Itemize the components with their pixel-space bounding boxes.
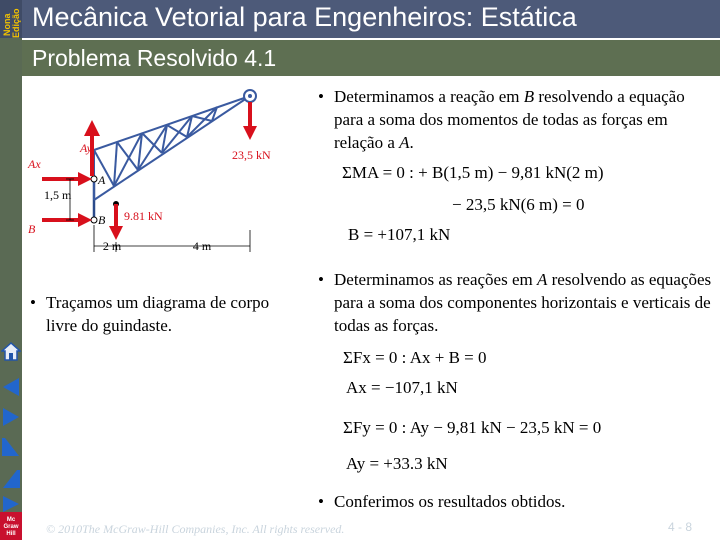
label-dim-vertical: 1,5 m [44,188,72,202]
page-number: 4 - 8 [668,520,693,534]
publisher-logo [0,512,22,540]
page-title: Mecânica Vetorial para Engenheiros: Estática [32,2,577,32]
label-dim-4m: 4 m [192,239,212,253]
equation-B-result: B = +107,1 kN [348,225,451,244]
crane-truss [94,96,250,200]
last-page-icon[interactable] [1,468,21,490]
bullet-moments: • Determinamos a reação em B resolvendo a equação para a soma dos momentos de todas as forças em relação a A. [318,85,708,154]
home-icon[interactable] [1,340,21,362]
svg-text:Mc: Mc [6,517,16,523]
slide-subtitle: Problema Resolvido 4.1 [32,45,277,71]
bullet-check: • Conferimos os resultados obtidos. [318,490,713,513]
equation-Ay-result: Ay = +33.3 kN [346,454,448,473]
crane-free-body-diagram [22,80,312,260]
bullet-components-text: Determinamos as reações em A resolvendo as equações para a soma dos componentes horizontais e verticais de todas as forças. [334,270,712,335]
edition-badge [0,0,22,38]
equation-fx-sum: ΣFx = 0 : Ax + B = 0 [343,348,487,367]
equation-moment-sum-cont: − 23,5 kN(6 m) = 0 [452,195,585,214]
label-load: 23,5 kN [232,148,271,162]
label-weight: 9.81 kN [124,209,163,223]
equation-fy-sum: ΣFy = 0 : Ay − 9,81 kN − 23,5 kN = 0 [343,418,602,437]
label-B-force: B [28,222,36,236]
edition-line-1: Nona [2,13,12,36]
copyright-footer: © 2010The McGraw-Hill Companies, Inc. All rights reserved. [46,522,345,536]
label-B: B [98,213,106,227]
bullet-check-text: Conferimos os resultados obtidos. [334,492,566,511]
label-A: A [98,173,106,187]
bullet-moments-text: Determinamos a reação em B resolvendo a equação para a soma dos momentos de todas as forças em relação a A. [334,87,685,152]
first-page-icon[interactable] [1,376,21,398]
label-Ay: Ay [80,141,92,155]
equation-Ax-result: Ax = −107,1 kN [346,378,458,397]
bullet-components: • Determinamos as reações em A resolvendo as equações para a soma dos componentes horizontais e verticais de todas as forças. [318,270,712,335]
svg-text:Graw: Graw [3,524,19,530]
label-Ax: Ax [28,157,41,171]
left-bullet: • Traçamos um diagrama de corpo livre do guindaste. [30,291,280,337]
edition-line-2: Edição [11,8,21,38]
equation-moment-sum: ΣMA = 0 : + B(1,5 m) − 9,81 kN(2 m) [342,163,604,182]
left-bullet-text: Traçamos um diagrama de corpo livre do guindaste. [46,293,270,335]
svg-text:Hill: Hill [6,531,16,537]
label-dim-2m: 2 m [102,239,122,253]
next-page-icon[interactable] [1,436,21,458]
previous-page-icon[interactable] [1,406,21,428]
navigation-sidebar [0,38,22,540]
